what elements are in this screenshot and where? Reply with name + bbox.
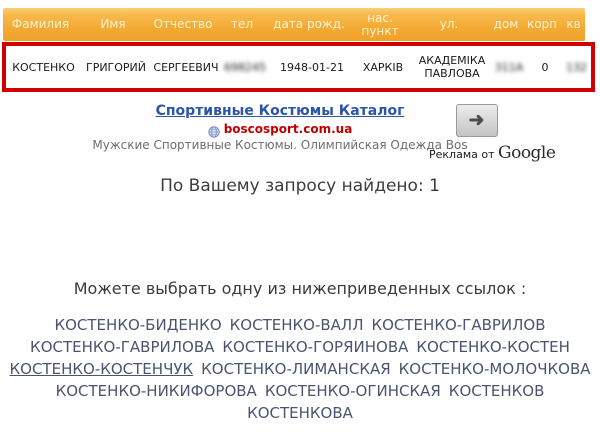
surname-link[interactable]: КОСТЕНКО-МОЛОЧКОВА	[398, 360, 591, 378]
surname-link[interactable]: КОСТЕНКО-БИДЕНКО	[54, 316, 222, 334]
result-cell-4: 698245	[224, 60, 266, 74]
surname-links-line	[0, 402, 600, 424]
surname-link[interactable]: КОСТЕНКО-ГАВРИЛОВ	[371, 316, 546, 334]
ad-next-button[interactable]	[456, 104, 498, 137]
surname-links-line	[0, 336, 600, 358]
result-cell-1: КОСТЕНКО	[12, 60, 75, 74]
column-header-5: дата рожд.	[273, 17, 345, 31]
result-cell-6: ХАРКІВ	[362, 60, 404, 74]
links-prompt-text: Можете выбрать одну из нижеприведенных ссылок :	[73, 279, 527, 298]
surname-link[interactable]: КОСТЕНКО-КОСТЕН	[416, 338, 570, 356]
surname-link[interactable]: КОСТЕНКОВА	[247, 404, 353, 422]
surname-link[interactable]: КОСТЕНКО-КОСТЕНЧУК	[9, 360, 194, 378]
result-cell-5: 1948-01-21	[280, 60, 344, 74]
result-cell-3: СЕРГЕЕВИЧ	[153, 60, 219, 74]
column-header-1: Фамилия	[11, 17, 70, 31]
column-header-3: Отчество	[153, 17, 213, 31]
result-cell-9: 0	[541, 60, 549, 74]
surname-link[interactable]: КОСТЕНКО-ГАВРИЛОВА	[30, 338, 215, 356]
arrow-right-icon: ➜	[468, 110, 485, 131]
ad-title-link[interactable]: Спортивные Костюмы Каталог	[155, 103, 405, 119]
column-header-7: ул.	[439, 17, 459, 31]
results-table-header	[3, 8, 585, 41]
globe-icon	[208, 123, 220, 135]
surname-link[interactable]: КОСТЕНКО-ВАЛЛ	[229, 316, 364, 334]
column-header-9: корп	[526, 17, 558, 31]
surname-links-list	[0, 314, 600, 424]
result-cell-8: 311А	[494, 60, 524, 74]
google-logo-text: Google	[498, 143, 556, 163]
ad-side	[429, 104, 556, 163]
surname-link[interactable]: КОСТЕНКО-ЛИМАНСКАЯ	[201, 360, 391, 378]
surname-link[interactable]: КОСТЕНКОВ	[448, 382, 545, 400]
surname-link[interactable]: КОСТЕНКО-НИКИФОРОВА	[55, 382, 257, 400]
ad-block	[0, 100, 600, 166]
ad-description: Мужские Спортивные Костюмы. Олимпийская Одежда Bos	[92, 138, 468, 152]
surname-links-line	[0, 358, 600, 380]
column-header-8: дом	[493, 17, 519, 31]
result-cell-10: 132	[566, 60, 587, 74]
column-header-4: тел	[230, 17, 254, 31]
surname-links-line	[0, 380, 600, 402]
ad-attribution-prefix: Реклама от	[429, 148, 495, 161]
surname-link[interactable]: КОСТЕНКО-ОГИНСКАЯ	[264, 382, 441, 400]
column-header-10: кв	[566, 17, 581, 31]
result-count-text: По Вашему запросу найдено: 1	[160, 176, 440, 196]
column-header-2: Имя	[100, 17, 126, 31]
highlighted-result-row	[2, 42, 595, 92]
column-header-6: нас. пункт	[361, 10, 399, 38]
surname-link[interactable]: КОСТЕНКО-ГОРЯИНОВА	[222, 338, 409, 356]
result-cell-2: ГРИГОРИЙ	[85, 60, 147, 74]
surname-links-line	[0, 314, 600, 336]
result-cell-7: АКАДЕМІКА ПАВЛОВА	[418, 54, 486, 80]
ad-attribution	[429, 143, 556, 163]
ad-domain-link[interactable]: boscosport.com.ua	[223, 121, 353, 136]
